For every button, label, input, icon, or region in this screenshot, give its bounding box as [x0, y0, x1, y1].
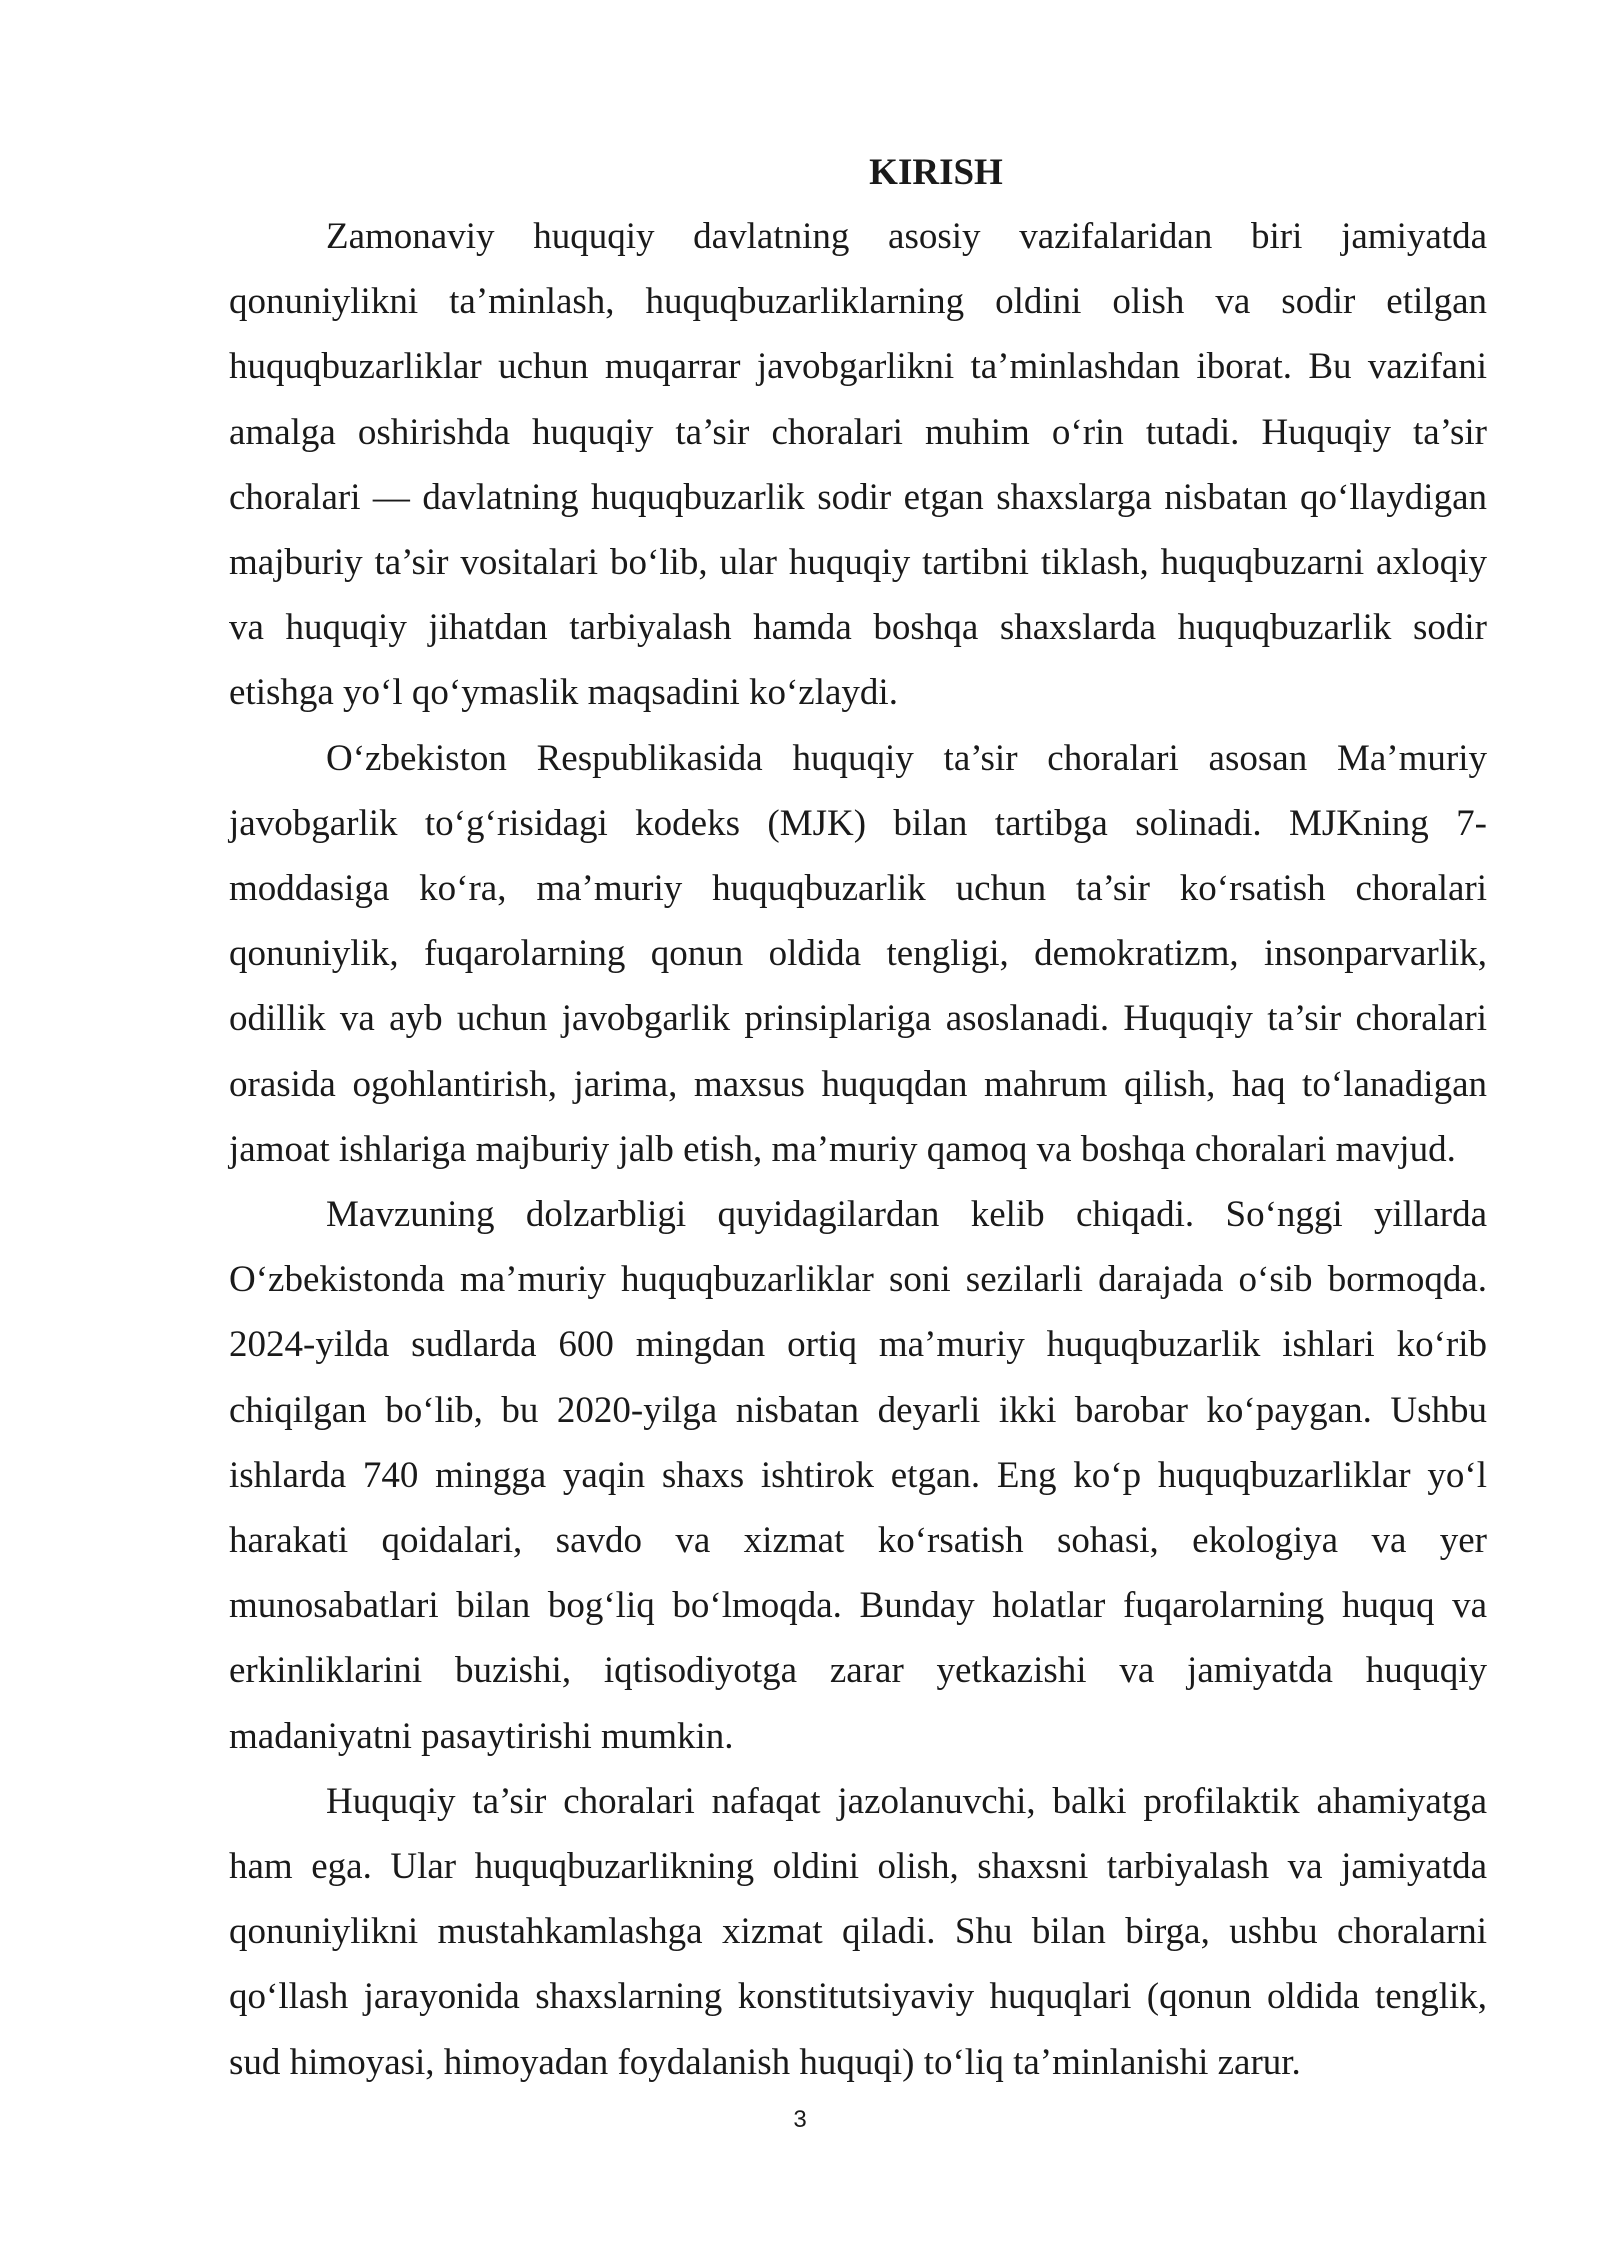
page-content: [229, 148, 1487, 2095]
paragraph-legal-basis: O‘zbekiston Respublikasida huquqiy ta’sir choralari asosan Ma’muriy javobgarlik to‘g‘risidagi kodeks (MJK) bilan tartibga solinadi. MJKning 7-moddasiga ko‘ra, ma’muriy huquqbuzarlik uchun ta’sir ko‘rsatish choralari qonuniylik, fuqarolarning qonun oldida tengligi, demokratizm, insonparvarlik, odillik va ayb uchun javobgarlik prinsiplariga asoslanadi. Huquqiy ta’sir choralari orasida ogohlantirish, jarima, maxsus huquqdan mahrum qilish, haq to‘lanadigan jamoat ishlariga majburiy jalb etish, ma’muriy qamoq va boshqa choralari mavjud.: [229, 737, 1487, 1170]
page-title: KIRISH: [869, 152, 1003, 193]
paragraph-preventive-role: Huquqiy ta’sir choralari nafaqat jazolanuvchi, balki profilaktik ahamiyatga ham ega. Ular huquqbuzarlikning oldini olish, shaxsni tarbiyalash va jamiyatda qonuniylikni mustahkamlashga xizmat qiladi. Shu bilan birga, ushbu choralarni qo‘llash jarayonida shaxslarning konstitutsiyaviy huquqlari (qonun oldida tenglik, sud himoyasi, himoyadan foydalanish huquqi) to‘liq ta’minlanishi zarur.: [229, 1780, 1487, 2083]
page-number: 3: [793, 2106, 807, 2133]
paragraph-intro: Zamonaviy huquqiy davlatning asosiy vazifalaridan biri jamiyatda qonuniylikni ta’minlash, huquqbuzarliklarning oldini olish va sodir etilgan huquqbuzarliklar uchun muqarrar javobgarlikni ta’minlashdan iborat. Bu vazifani amalga oshirishda huquqiy ta’sir choralari muhim o‘rin tutadi. Huquqiy ta’sir choralari — davlatning huquqbuzarlik sodir etgan shaxslarga nisbatan qo‘llaydigan majburiy ta’sir vositalari bo‘lib, ular huquqiy tartibni tiklash, huquqbuzarni axloqiy va huquqiy jihatdan tarbiyalash hamda boshqa shaxslarda huquqbuzarlik sodir etishga yo‘l qo‘ymaslik maqsadini ko‘zlaydi.: [229, 216, 1487, 714]
paragraph-relevance: Mavzuning dolzarbligi quyidagilardan kelib chiqadi. So‘nggi yillarda O‘zbekistonda ma’muriy huquqbuzarliklar soni sezilarli darajada o‘sib bormoqda. 2024-yilda sudlarda 600 mingdan ortiq ma’muriy huquqbuzarlik ishlari ko‘rib chiqilgan bo‘lib, bu 2020-yilga nisbatan deyarli ikki barobar ko‘paygan. Ushbu ishlarda 740 mingga yaqin shaxs ishtirok etgan. Eng ko‘p huquqbuzarliklar yo‘l harakati qoidalari, savdo va xizmat ko‘rsatish sohasi, ekologiya va yer munosabatlari bilan bog‘liq bo‘lmoqda. Bunday holatlar fuqarolarning huquq va erkinliklarini buzishi, iqtisodiyotga zarar yetkazishi va jamiyatda huquqiy madaniyatni pasaytirishi mumkin.: [229, 1194, 1487, 1757]
